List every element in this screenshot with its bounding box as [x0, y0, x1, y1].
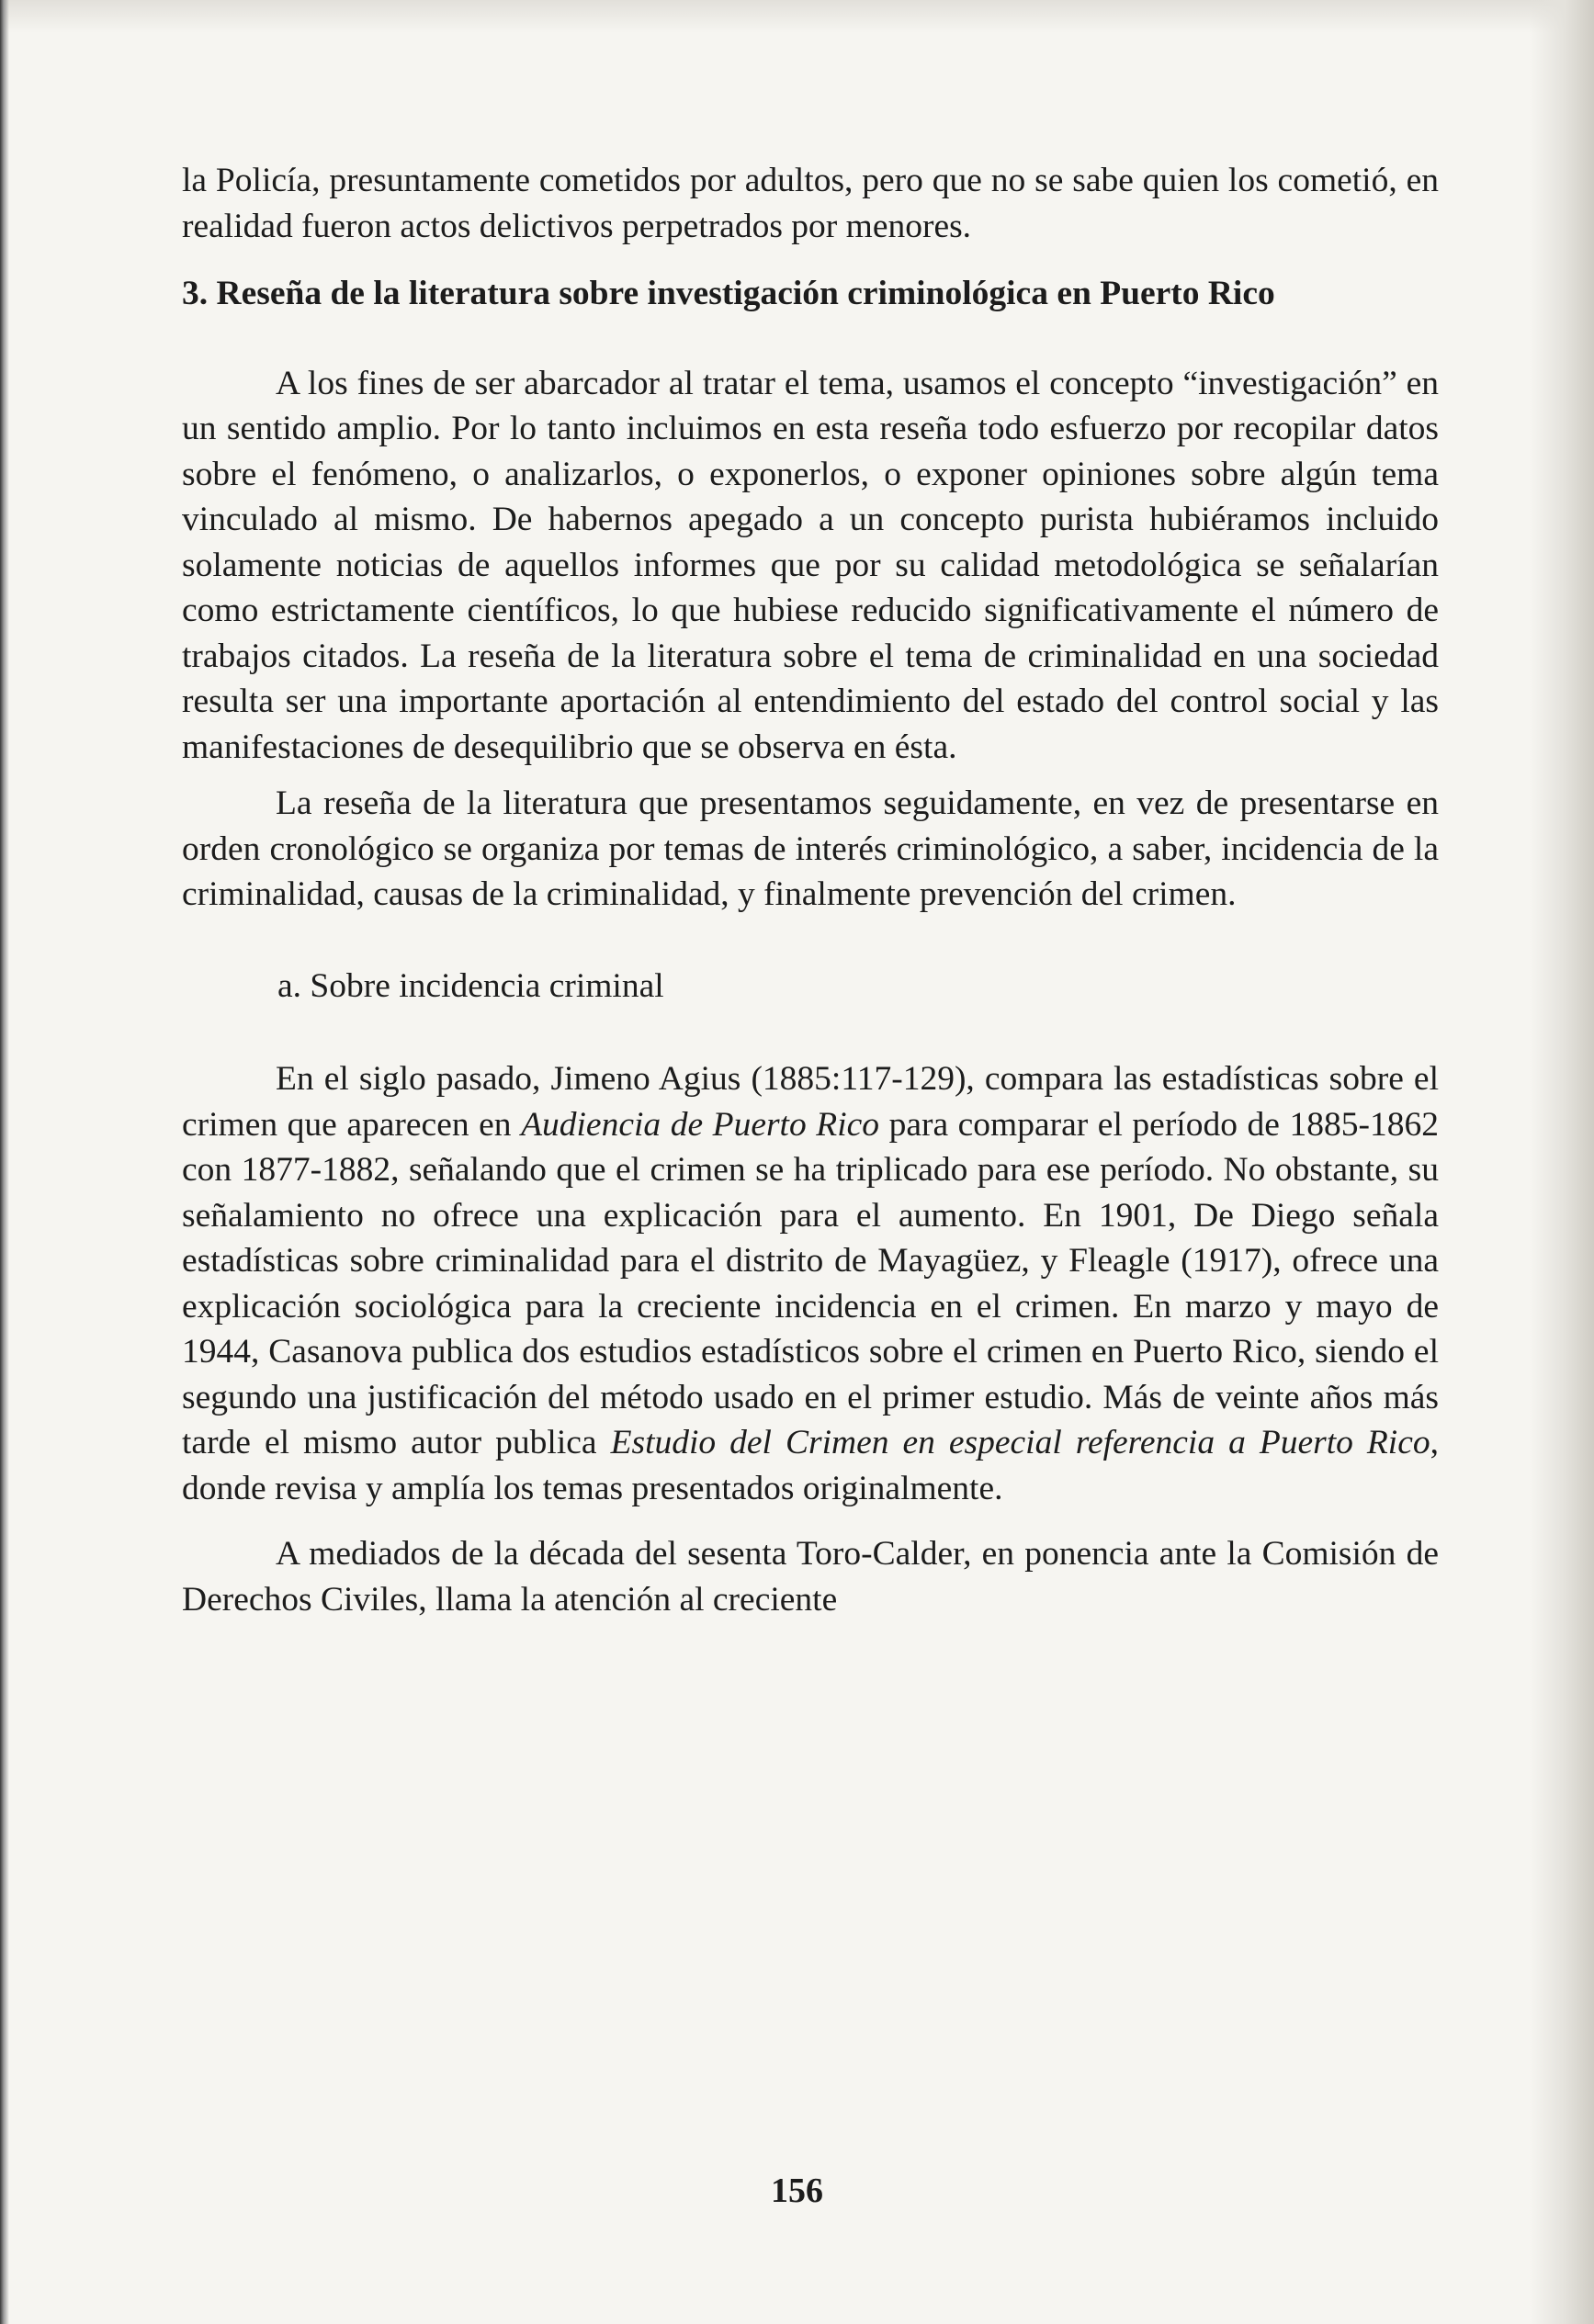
title-audiencia: Audiencia de Puerto Rico	[521, 1105, 880, 1144]
subheading-incidencia: a. Sobre incidencia criminal	[277, 966, 664, 1005]
paragraph-incidencia-text-3: , donde revisa y amplía los temas presentados originalmente.	[182, 1424, 1439, 1507]
scan-shadow-top	[0, 0, 1594, 33]
paragraph-toro-calder: A mediados de la década del sesenta Toro-Calder, en ponencia ante la Comisión de Derechos Civiles, llama la atención al creciente	[182, 1535, 1439, 1619]
paragraph-concept: A los fines de ser abarcador al tratar el tema, usamos el concepto “investigación” en un sentido amplio. Por lo tanto incluimos en esta reseña todo esfuerzo por recopilar datos sobre el fenómeno, o analizarlos, o exponerlos, o exponer opiniones sobre algún tema vinculado al mismo. De habernos apegado a un concepto purista hubiéramos incluido solamente noticias de aquellos informes que por su calidad metodológica se señalarían como estrictamente científicos, lo que hubiese reducido significativamente el número de trabajos citados. La reseña de la literatura sobre el tema de criminalidad en una sociedad resulta ser una importante aportación al entendimiento del estado del control social y las manifestaciones de desequilibrio que se observa en ésta.	[182, 364, 1439, 766]
scan-shadow-left	[0, 0, 9, 2324]
paragraph-organization: La reseña de la literatura que presentamos seguidamente, en vez de presentarse en orden cronológico se organiza por temas de interés criminológico, a saber, incidencia de la criminalidad, causas de la criminalidad, y finalmente prevención del crimen.	[182, 784, 1439, 913]
page-body	[182, 158, 1439, 1622]
paragraph-incidencia-text-1: En el siglo pasado, Jimeno Agius (1885:117-129), compara las estadísticas sobre el crimen que aparecen en	[182, 1060, 1439, 1144]
continuation-paragraph: la Policía, presuntamente cometidos por adultos, pero que no se sabe quien los cometió, en realidad fueron actos delictivos perpetrados por menores.	[182, 162, 1439, 245]
scan-shadow-right	[1530, 0, 1594, 2324]
section-heading: 3. Reseña de la literatura sobre investigación criminológica en Puerto Rico	[182, 275, 1275, 312]
paragraph-incidencia	[182, 1056, 1439, 1511]
title-estudio-del-crimen: Estudio del Crimen en especial referencia a Puerto Rico	[610, 1424, 1430, 1461]
paragraph-incidencia-text-2: para comparar el período de 1885-1862 con 1877-1882, señalando que el crimen se ha triplicado para ese período. No obstante, su señalamiento no ofrece una explicación para el aumento. En 1901, De Diego señala estadísticas sobre criminalidad para el distrito de Mayagüez, y Fleagle (1917), ofrece una explicación sociológica para la creciente incidencia en el crimen. En marzo y mayo de 1944, Casanova publica dos estudios estadísticos sobre el crimen en Puerto Rico, siendo el segundo una justificación del método usado en el primer estudio. Más de veinte años más tarde el mismo autor publica	[182, 1105, 1439, 1461]
page-number: 156	[771, 2172, 823, 2210]
